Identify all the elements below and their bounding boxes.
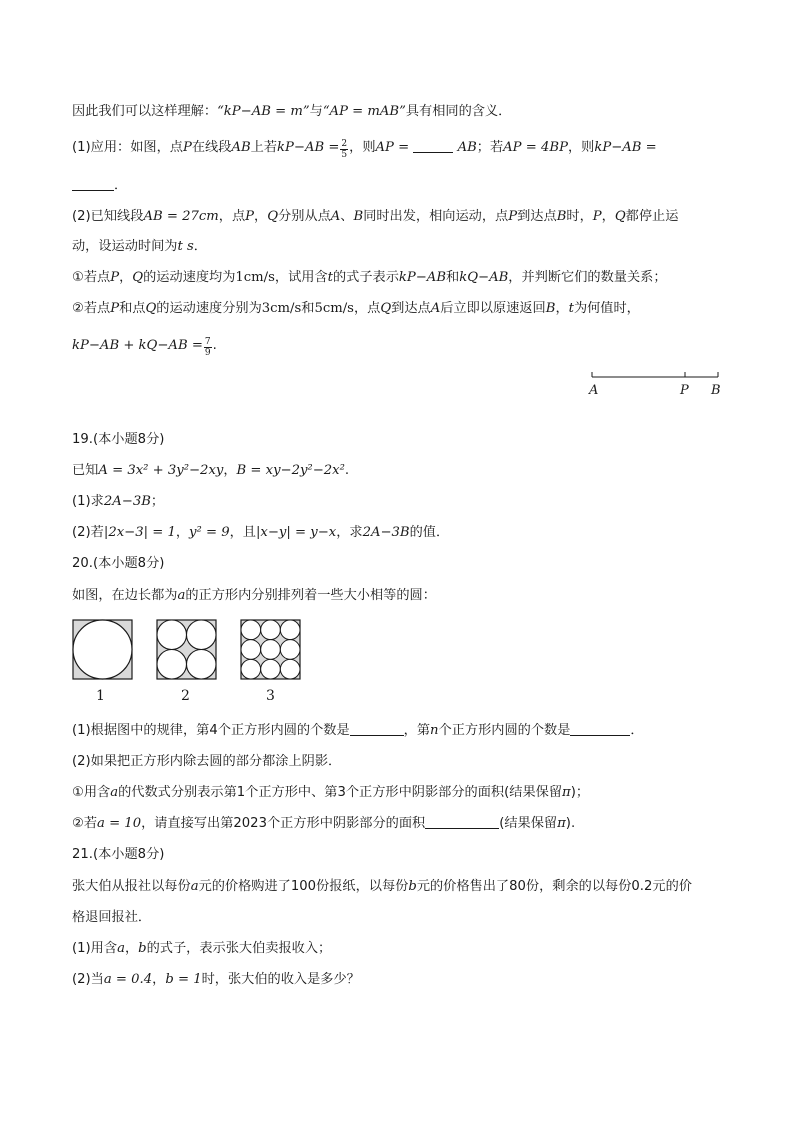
text: ． — [630, 723, 644, 738]
math-expression: 2A−3B — [103, 494, 151, 509]
text: ②若点 — [72, 301, 111, 316]
q18-line-2 — [72, 138, 657, 160]
q18-line-6 — [72, 268, 667, 288]
answer-blank[interactable] — [425, 815, 499, 829]
fraction — [204, 337, 212, 358]
text: 和点 — [119, 301, 146, 316]
math-expression: |x−y| = y−x — [255, 525, 337, 540]
text: (1)应用：如图，点 — [72, 140, 183, 155]
text: ． — [114, 178, 128, 193]
text: 的代数式分别表示第1个正方形中、第3个正方形中阴影部分的面积(结果保留 — [118, 785, 563, 800]
text: 上若 — [250, 140, 278, 155]
text: 在线段 — [191, 140, 232, 155]
answer-blank[interactable] — [72, 177, 114, 191]
circle — [157, 620, 187, 650]
text: ，并判断它们的数量关系； — [508, 270, 667, 285]
circle — [261, 659, 281, 679]
text: ； — [150, 494, 165, 509]
math-var: P — [110, 301, 120, 316]
math-expression: kP−AB = — [277, 140, 340, 155]
text: (1)根据图中的规律，第4个正方形内圆的个数是 — [72, 723, 350, 738]
text: 的运动速度均为 — [143, 270, 236, 285]
text: ， — [124, 941, 139, 956]
text: 到达点 — [391, 301, 431, 316]
math-expression: kQ−AB — [459, 270, 509, 285]
text: 时，张大伯的收入是多少？ — [201, 972, 360, 987]
math-expression: b = 1 — [165, 972, 202, 987]
point-label-a: A — [589, 383, 599, 398]
text: 元的价格购进了100份报纸，以每份 — [198, 879, 409, 894]
fraction — [340, 139, 348, 160]
text: 为何值时， — [573, 301, 640, 316]
text: 格退回报社． — [72, 910, 152, 925]
text: 具有相同的含义． — [405, 104, 512, 119]
text: 动，设运动时间为 — [72, 239, 178, 254]
q21-line-1 — [72, 877, 692, 897]
math-expression: |2x−3| = 1 — [103, 525, 176, 540]
q20-line-2 — [72, 721, 644, 741]
question-header: 21.(本小题8分) — [72, 847, 165, 862]
math-var: a — [177, 588, 186, 603]
answer-blank[interactable] — [350, 722, 404, 736]
math-expression: B = xy−2y²−2x² — [236, 463, 345, 478]
text: ，点 — [353, 301, 381, 316]
square-figure-3 — [240, 619, 302, 681]
text: ． — [193, 239, 207, 254]
math-var: B — [545, 301, 556, 316]
text: (2)当 — [72, 972, 104, 987]
text: 因此我们可以这样理解： — [72, 104, 218, 119]
q18-line-4 — [72, 207, 678, 227]
math-var: a — [117, 941, 125, 956]
square-figure-2 — [156, 619, 218, 681]
math-var: b — [408, 879, 417, 894]
question-header: 19.(本小题8分) — [72, 432, 165, 447]
text: ， — [223, 463, 237, 478]
math-var: Q — [267, 209, 279, 224]
math-expression: A = 3x² + 3y²−2xy — [98, 463, 224, 478]
math-var: t — [568, 301, 574, 316]
text: ， — [119, 270, 133, 285]
math-var: n — [430, 723, 439, 738]
q19-line-3 — [72, 523, 449, 543]
text: 与 — [309, 104, 323, 119]
text: 的运动速度分别为 — [156, 301, 262, 316]
figure-number-2: 2 — [181, 688, 190, 704]
fraction-denominator: 9 — [204, 348, 211, 358]
math-expression: 3cm/s — [261, 301, 302, 316]
text: 的式子表示 — [332, 270, 399, 285]
circle — [241, 659, 261, 679]
text: ，则 — [567, 140, 595, 155]
text: . — [344, 463, 350, 478]
text: (1)求 — [72, 494, 104, 509]
text: 的式子，表示张大伯卖报收入； — [146, 941, 332, 956]
square-figure-1 — [72, 619, 134, 681]
math-expression: a = 0.4 — [103, 972, 153, 987]
text: (2)已知线段 — [72, 209, 144, 224]
q18-line-5 — [72, 237, 207, 257]
text: 张大伯从报社以每份 — [72, 879, 191, 894]
math-var: AB — [457, 140, 477, 155]
text: (2)如果把正方形内除去圆的部分都涂上阴影． — [72, 754, 342, 769]
text: 和 — [446, 270, 460, 285]
math-var: P — [183, 140, 192, 155]
figure-number-3: 3 — [266, 688, 275, 704]
text: ；若 — [476, 140, 504, 155]
math-var: a — [110, 785, 119, 800]
math-expression: a = 10 — [97, 816, 142, 831]
math-var: a — [190, 879, 199, 894]
text: ， — [175, 525, 190, 540]
q19-line-2 — [72, 492, 164, 512]
q21-line-4 — [72, 970, 360, 990]
text: 元的价格售出了80份，剩余的以每份0.2元的价 — [416, 879, 692, 894]
q20-line-1 — [72, 586, 436, 606]
answer-blank[interactable] — [413, 139, 453, 153]
text: ，第 — [403, 723, 431, 738]
text: 、 — [340, 209, 354, 224]
text: ①若点 — [72, 270, 111, 285]
math-expression: kP−AB = — [594, 140, 657, 155]
circle — [280, 640, 300, 660]
circle — [241, 640, 261, 660]
q20-line-5 — [72, 814, 575, 834]
q18-line-3 — [72, 176, 127, 196]
text: (2)若 — [72, 525, 104, 540]
math-var: P — [245, 209, 255, 224]
circle — [187, 650, 217, 680]
text: (结果保留 — [499, 816, 558, 831]
math-expression: AB = 27cm — [143, 209, 219, 224]
math-var: b — [138, 941, 147, 956]
text: 分别从点 — [278, 209, 331, 224]
text: 时， — [566, 209, 593, 224]
q20-line-4 — [72, 783, 589, 803]
math-expression: t s — [177, 239, 194, 254]
text: ，请直接写出第2023个正方形中阴影部分的面积 — [141, 816, 426, 831]
q21-line-3 — [72, 939, 331, 959]
circle — [157, 650, 187, 680]
text: 后立即以原速返回 — [440, 301, 546, 316]
math-var: B — [353, 209, 364, 224]
text: 已知 — [72, 463, 99, 478]
math-expression: “AP = mAB” — [322, 104, 406, 119]
text: ，试用含 — [274, 270, 328, 285]
math-var: B — [556, 209, 567, 224]
text: . — [212, 338, 217, 353]
math-expression: 2A−3B — [362, 525, 410, 540]
math-var: AB — [231, 140, 251, 155]
q18-line-1 — [72, 102, 511, 122]
text: 到达点 — [517, 209, 557, 224]
text: 如图，在边长都为 — [72, 588, 178, 603]
math-expression: “kP−AB = m” — [217, 104, 310, 119]
text: ，则 — [349, 140, 376, 155]
math-expression: kP−AB + kQ−AB = — [72, 338, 203, 353]
math-expression: AP = 4BP — [503, 140, 568, 155]
text: ，点 — [218, 209, 246, 224]
circle — [280, 620, 300, 640]
math-var: P — [508, 209, 518, 224]
math-expression: 1cm/s — [235, 270, 275, 285]
math-var: Q — [145, 301, 157, 316]
text: 的正方形内分别排列着一些大小相等的圆： — [185, 588, 436, 603]
text: 个正方形内圆的个数是 — [438, 723, 571, 738]
fraction-numerator: 2 — [341, 139, 348, 149]
figure-number-1: 1 — [96, 688, 105, 704]
math-var: Q — [132, 270, 144, 285]
q18-line-7 — [72, 299, 640, 319]
circle — [73, 620, 132, 679]
math-expression: kP−AB — [398, 270, 447, 285]
fraction-denominator: 5 — [341, 150, 348, 160]
text: (1)用含 — [72, 941, 118, 956]
segment-figure — [586, 366, 726, 400]
circle — [261, 640, 281, 660]
math-var: A — [330, 209, 341, 224]
text: 都停止运 — [625, 209, 679, 224]
point-label-p: P — [680, 383, 689, 398]
math-var: π — [557, 816, 566, 831]
math-var: t — [327, 270, 333, 285]
text: ， — [254, 209, 268, 224]
q21-line-2 — [72, 908, 151, 928]
text: ②若 — [72, 816, 98, 831]
text: 同时出发，相向运动，点 — [363, 209, 509, 224]
text: ①用含 — [72, 785, 111, 800]
math-var: A — [430, 301, 441, 316]
question-header: 20.(本小题8分) — [72, 556, 165, 571]
q18-line-8 — [72, 336, 217, 358]
circle — [241, 620, 261, 640]
answer-blank[interactable] — [570, 722, 630, 736]
math-var: π — [562, 785, 571, 800]
point-label-b: B — [711, 383, 721, 398]
math-expression: AP = — [375, 140, 410, 155]
text: ，求 — [336, 525, 363, 540]
text: ). — [565, 816, 576, 831]
math-var: P — [110, 270, 120, 285]
text: ， — [555, 301, 569, 316]
text: ， — [152, 972, 166, 987]
text: 和 — [301, 301, 315, 316]
math-var: Q — [614, 209, 626, 224]
q19-line-1 — [72, 461, 349, 481]
math-expression: 5cm/s — [314, 301, 354, 316]
math-expression: y² = 9 — [189, 525, 230, 540]
text: ， — [601, 209, 615, 224]
text: ，且 — [229, 525, 256, 540]
q20-line-3 — [72, 752, 341, 772]
fraction-numerator: 7 — [204, 337, 211, 347]
math-var: P — [592, 209, 602, 224]
circle — [261, 620, 281, 640]
circle — [187, 620, 217, 650]
math-var: Q — [380, 301, 392, 316]
text: 的值． — [409, 525, 450, 540]
text: )； — [570, 785, 590, 800]
circle — [280, 659, 300, 679]
